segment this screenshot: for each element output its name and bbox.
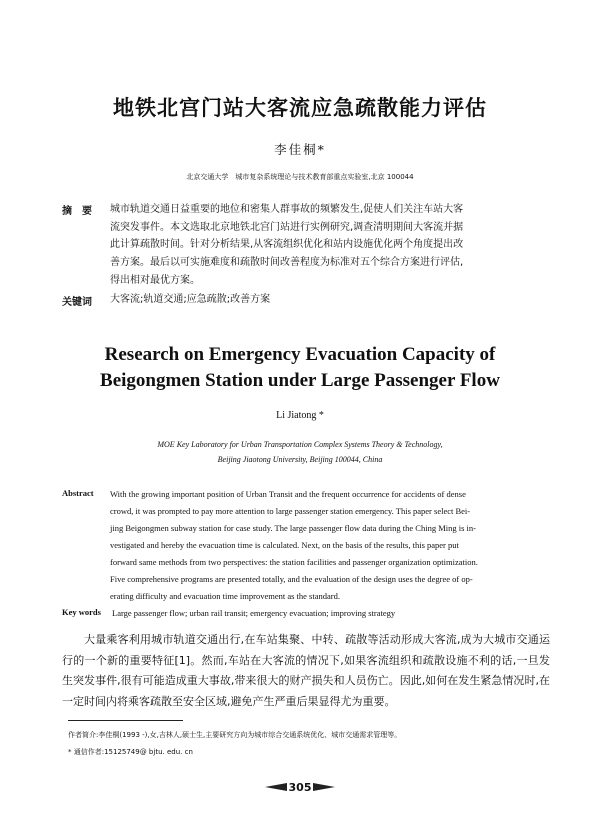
introduction-paragraph: 大量乘客利用城市轨道交通出行,在车站集聚、中转、疏散等活动形成大客流,成为大城市交通运行的一个新的重要特征[1]。然而,车站在大客流的情况下,如果客流组织和疏散设施不利的话,一旦发生突发事件,很有可能造成重大事故,带来很大的财产损失和人员伤亡。因此,如何在发生紧急情况时,在一定时间内将乘客疏散至安全区域,避免产生严重后果显得尤为重要。 [62,633,550,708]
page-number-text: 305 [288,780,312,794]
chinese-author: 李佳桐* [274,142,326,157]
english-author: Li Jiatong * [276,410,324,421]
english-abstract-label: Abstract [62,488,94,498]
english-abstract [110,486,550,605]
english-abstract-line: forward same methods from two perspectives: the station facilities and passenger organization optimization. [110,557,478,567]
chinese-abstract-line: 善方案。最后以可实施难度和疏散时间改善程度为标准对五个综合方案进行评估, [110,257,464,269]
english-affiliation-line: Beijing Jiaotong University, Beijing 100044, China [217,455,383,464]
english-affiliation [0,437,600,467]
english-abstract-line: Five comprehensive programs are presented totally, and the evaluation of the design uses the degree of op- [110,574,473,584]
chinese-keywords-label: 关键词 [62,297,92,308]
english-affiliation-line: MOE Key Laboratory for Urban Transportation Complex Systems Theory & Technology, [157,440,443,449]
chinese-abstract-line: 得出相对最优方案。 [110,274,200,286]
chinese-abstract-line: 流突发事件。本文选取北京地铁北宫门站进行实例研究,调查清明期间大客流并据 [110,221,464,233]
chinese-abstract-line: 城市轨道交通日益重要的地位和密集人群事故的频繁发生,促使人们关注车站大客 [110,204,464,215]
chinese-title: 地铁北宫门站大客流应急疏散能力评估 [113,96,487,120]
english-abstract-line: crowd, it was prompted to pay more attention to large passenger station emergency. This paper select Bei- [110,506,471,516]
footnote-divider [68,720,183,721]
english-keywords-label: Key words [62,607,101,617]
page-number [0,776,600,795]
english-abstract-line: jing Beigongmen subway station for case study. The large passenger flow data during the Ching Ming is in- [110,523,476,533]
chinese-abstract-line: 此计算疏散时间。针对分析结果,从客流组织优化和站内设施优化两个角度提出改 [110,239,464,251]
chinese-affiliation: 北京交通大学 城市复杂系统理论与技术教育部重点实验室,北京 100044 [186,173,414,181]
english-title-line: Beigongmen Station under Large Passenger Flow [100,370,500,391]
chinese-abstract [110,201,550,290]
english-title [0,342,600,394]
author-bio-footnote: 作者简介:李佳桐(1993 -),女,吉林人,硕士生,主要研究方向为城市综合交通系统优化、城市交通需求管理等。 [68,731,402,739]
english-abstract-line: vestigated and hereby the evacuation time is calculated. Next, on the basis of the results, this paper put [110,540,459,550]
english-abstract-line: With the growing important position of Urban Transit and the frequent occurrence for accidents of dense [110,489,466,499]
left-arrow-icon [265,783,287,791]
chinese-keywords: 大客流;轨道交通;应急疏散;改善方案 [110,294,271,305]
chinese-abstract-label: 摘 要 [62,206,92,217]
email-footnote: * 通信作者:15125749@ bjtu. edu. cn [68,748,193,756]
english-abstract-line: erating difficulty and evacuation time improvement as the standard. [110,591,340,601]
english-keywords: Large passenger flow; urban rail transit; emergency evacuation; improving strategy [112,608,396,618]
right-arrow-icon [313,783,335,791]
english-title-line: Research on Emergency Evacuation Capacity of [104,344,496,365]
